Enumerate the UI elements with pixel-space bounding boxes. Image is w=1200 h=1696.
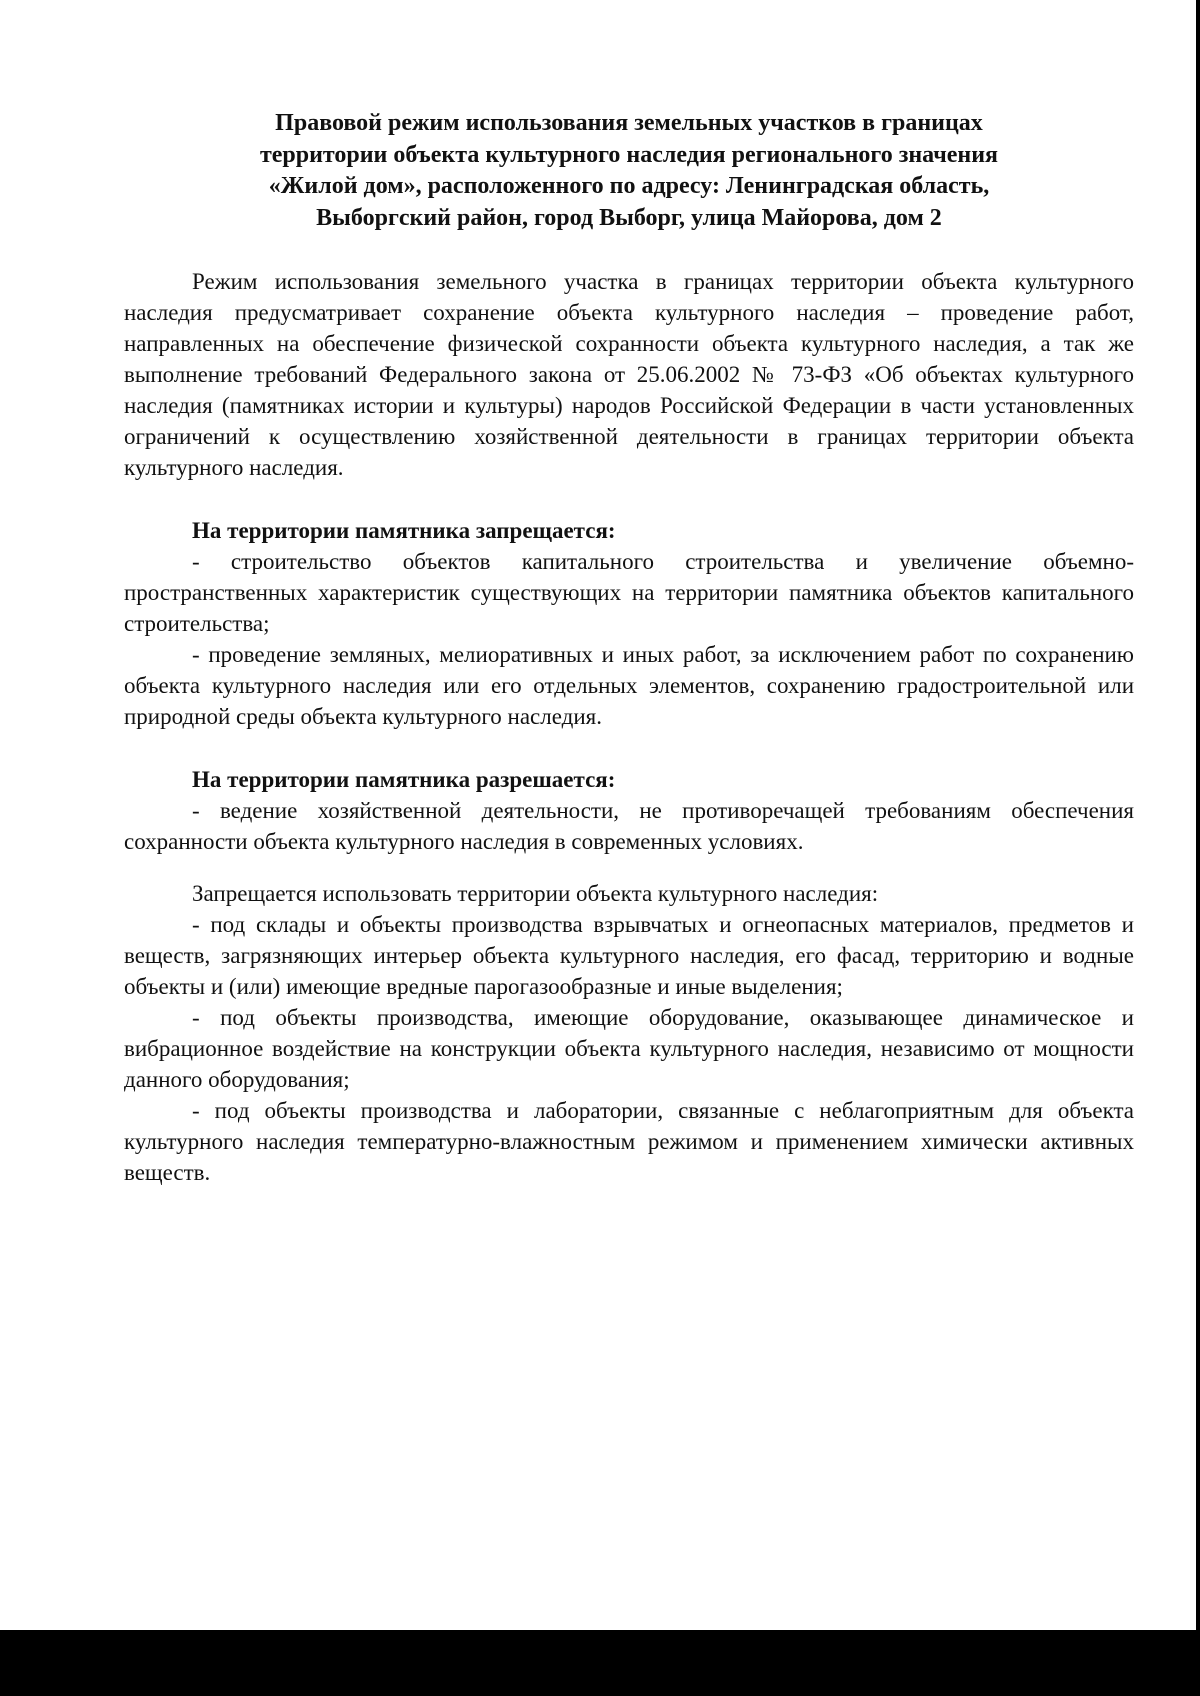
title-line: Выборгский район, город Выборг, улица Майорова, дом 2 <box>316 204 942 231</box>
title-line: Правовой режим использования земельных участков в границах <box>275 110 983 136</box>
allowed-item: - ведение хозяйственной деятельности, не противоречащей требованиям обеспечения сохранности объекта культурного наследия в современных условиях. <box>124 798 1134 854</box>
intro-paragraph: Режим использования земельного участка в границах территории объекта культурного наследия предусматривает сохранение объекта культурного наследия – проведение работ, направленных на обеспечение физической сохранности объекта культурного наследия, а так же выполнение требований Федерального закона от 25.06.2002 № 73-ФЗ «Об объектах культурного наследия (памятниках истории и культуры) народов Российской Федерации в части установленных ограничений к осуществлению хозяйственной деятельности в границах территории объекта культурного наследия. <box>124 269 1134 480</box>
title-line: «Жилой дом», расположенного по адресу: Ленинградская область, <box>268 173 990 199</box>
prohibited-item: - строительство объектов капитального строительства и увеличение объемно-пространственных характеристик существующих на территории памятника объектов капитального строительства; <box>124 549 1134 636</box>
allowed-heading: На территории памятника разрешается: <box>192 767 616 792</box>
use-ban-item: - под склады и объекты производства взрывчатых и огнеопасных материалов, предметов и веществ, загрязняющих интерьер объекта культурного наследия, его фасад, территорию и водные объекты и (или) имеющие вредные парогазообразные и иные выделения; <box>124 912 1134 999</box>
prohibited-heading: На территории памятника запрещается: <box>192 518 616 543</box>
document-body <box>124 108 1134 1188</box>
prohibited-item: - проведение земляных, мелиоративных и иных работ, за исключением работ по сохранению объекта культурного наследия или его отдельных элементов, сохранению градостроительной или природной среды объекта культурного наследия. <box>124 642 1134 729</box>
document-title <box>124 108 1134 234</box>
scan-edge <box>1196 0 1200 1630</box>
use-ban-item: - под объекты производства, имеющие оборудование, оказывающее динамическое и вибрационное воздействие на конструкции объекта культурного наследия, независимо от мощности данного оборудования; <box>124 1005 1134 1092</box>
use-ban-lead: Запрещается использовать территории объекта культурного наследия: <box>192 881 879 906</box>
scan-bottom-border <box>0 1630 1200 1696</box>
title-line: территории объекта культурного наследия регионального значения <box>259 141 999 168</box>
use-ban-item: - под объекты производства и лаборатории, связанные с неблагоприятным для объекта культурного наследия температурно-влажностным режимом и применением химически активных веществ. <box>124 1098 1134 1185</box>
